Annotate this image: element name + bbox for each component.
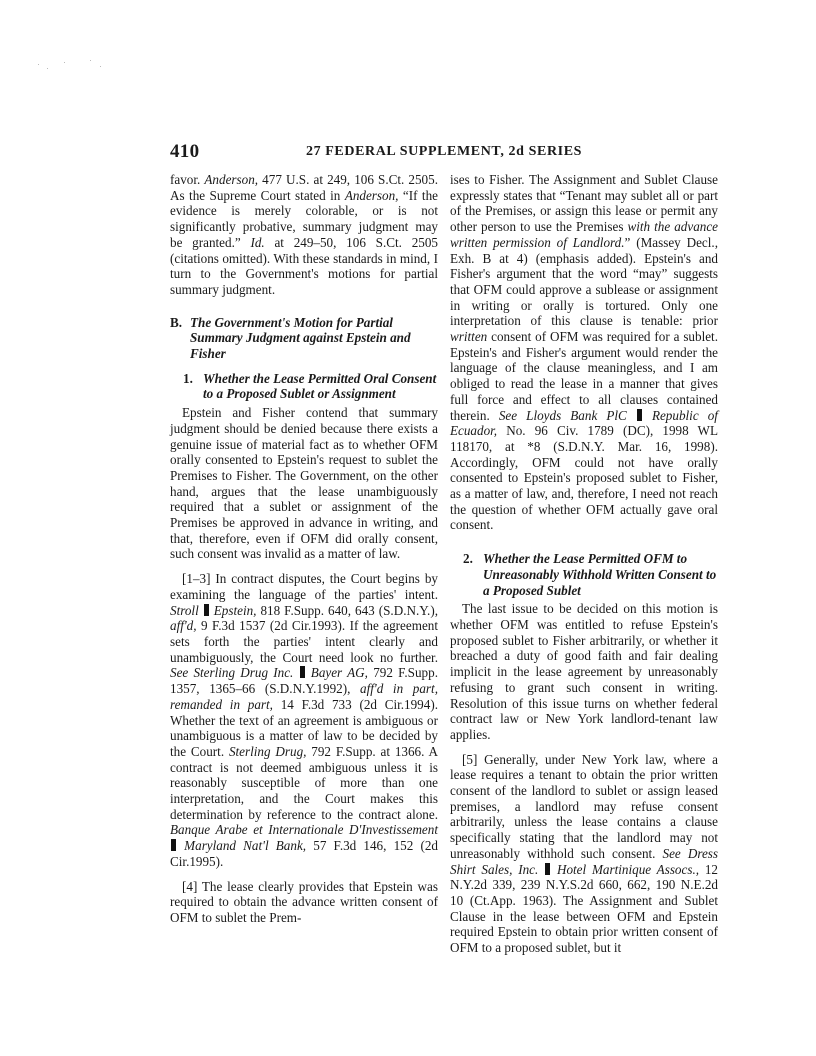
emphasized-text: written [450, 329, 488, 345]
emphasized-text: with the advance written permission of Landlord. [450, 219, 719, 250]
redaction-mark [204, 604, 209, 616]
headnote-number: [4] [182, 878, 198, 894]
page-number: 410 [170, 141, 200, 162]
case-citation: Anderson, [344, 187, 399, 203]
paragraph: ises to Fisher. The Assignment and Sublet Clause expressly states that “Tenant may sublet all or part of the Premises, or assign this lease or permit any other person to use the Premises with the advance written permission of Landlord.” (Massey Decl., Exh. B at 4) (emphasis added). Epstein's and Fisher's argument that the word “may” suggests that OFM could approve a sublease or assignment in writing or orally is tortured. Only one interpretation of this clause is tenable: prior written consent of OFM was required for a sublet. Epstein's and Fisher's argument would render the language of the clause meaningless, and I am obliged to read the lease in a manner that gives full force and effect to all clauses contained therein. See Lloyds Bank PlC Republic of Ecuador, No. 96 Civ. 1789 (DC), 1998 WL 118170, at *8 (S.D.N.Y. Mar. 16, 1998). Accordingly, OFM could not have orally consented to Epstein's proposed sublet to Fisher, as a matter of law, and, therefore, I need not reach the question of whether OFM actually gave oral consent. [450, 172, 719, 533]
paragraph: favor. Anderson, 477 U.S. at 249, 106 S.Ct. 2505. As the Supreme Court stated in Anderson, “If the evidence is merely colorable, or is not significantly probative, summary judgment may be granted.” Id. at 249–50, 106 S.Ct. 2505 (citations omitted). With these standards in mind, I turn to the Government's motions for partial summary judgment. [170, 172, 438, 297]
redaction-mark [545, 863, 550, 875]
paragraph: [5] Generally, under New York law, where a lease requires a tenant to obtain the prior written consent of the landlord to sublet or assign leased premises, a landlord may refuse consent arbitrarily, unless the lease contains a clause specifically stating that the landlord may not unreasonably withhold such consent. See Dress Shirt Sales, Inc. Hotel Martinique Assocs., 12 N.Y.2d 339, 239 N.Y.S.2d 660, 662, 190 N.E.2d 10 (Ct.App. 1963). The Assignment and Sublet Clause in the lease between OFM and Epstein required Epstein to obtain prior written consent of OFM to a proposed sublet, but it [450, 751, 718, 956]
case-citation: Maryland Nat'l Bank, [184, 838, 307, 854]
paragraph: The last issue to be decided on this motion is whether OFM was entitled to refuse Epstein's proposed sublet to Fisher arbitrarily, or whether it breached a duty of good faith and fair dealing implicit in the lease agreement by unreasonably refusing to grant such consent in writing. Resolution of this issue turns on whether federal contract law or New York landlord-tenant law applies. [450, 601, 718, 742]
case-citation: Id. [250, 234, 265, 250]
case-citation: aff'd in part, remanded in part, [170, 681, 438, 712]
scan-specks [38, 58, 118, 78]
case-citation: See Dress Shirt Sales, Inc. [450, 845, 718, 877]
case-citation: Bayer AG, [310, 665, 368, 681]
case-citation: aff'd, [170, 618, 197, 634]
case-citation: Sterling Drug, [228, 743, 307, 759]
case-citation: Epstein, [213, 602, 257, 618]
headnote-number: [5] [462, 751, 478, 767]
subsection-heading-2: 2. Whether the Lease Permitted OFM to Unreasonably Withhold Written Consent to a Proposed Sublet [463, 551, 717, 598]
case-citation: Hotel Martinique Assocs., [556, 861, 700, 877]
left-column [170, 172, 438, 926]
case-citation: Anderson, [204, 172, 259, 187]
redaction-mark [171, 839, 176, 851]
case-citation: See Sterling Drug Inc. [170, 665, 294, 681]
case-citation: See Lloyds Bank PlC [498, 407, 627, 423]
paragraph: [1–3] In contract disputes, the Court begins by examining the language of the parties' intent. Stroll Epstein, 818 F.Supp. 640, 643 (S.D.N.Y.), aff'd, 9 F.3d 1537 (2d Cir.1993). If the agreement sets forth the parties' intent clearly and unambiguously, the Court need look no further. See Sterling Drug Inc. Bayer AG, 792 F.Supp. 1357, 1365–66 (S.D.N.Y.1992), aff'd in part, remanded in part, 14 F.3d 733 (2d Cir.1994). Whether the text of an agreement is ambiguous or unambiguous is a matter of law to be decided by the Court. Sterling Drug, 792 F.Supp. at 1366. A contract is not deemed ambiguous unless it is reasonably susceptible of more than one interpretation, and the Court makes this determination by reference to the contract alone. Banque Arabe et Internationale D'Investissement Maryland Nat'l Bank, 57 F.3d 146, 152 (2d Cir.1995). [170, 571, 438, 869]
case-citation: Banque Arabe et Internationale D'Investissement [170, 822, 438, 838]
paragraph: [4] The lease clearly provides that Epstein was required to obtain the advance written consent of OFM to sublet the Prem- [170, 878, 438, 925]
paragraph: Epstein and Fisher contend that summary judgment should be denied because there exists a genuine issue of material fact as to whether OFM orally consented to Epstein's request to sublet the Premises to Fisher. The Government, on the other hand, argues that the lease unambiguously required that a sublet or assignment of the Premises be approved in advance in writing, and that, therefore, even if OFM did orally consent, such consent was invalid as a matter of law. [170, 405, 438, 562]
headnote-number: [1–3] [182, 571, 211, 587]
redaction-mark [300, 666, 305, 678]
section-heading-b: B. The Government's Motion for Partial Summary Judgment against Epstein and Fisher [170, 314, 411, 362]
page-header [170, 141, 718, 167]
redaction-mark [637, 409, 642, 421]
case-citation: Republic of Ecuador, [450, 407, 718, 439]
case-citation: Stroll [170, 602, 199, 618]
subsection-heading-1: 1. Whether the Lease Permitted Oral Consent to a Proposed Sublet or Assignment [183, 370, 437, 402]
running-title: 27 FEDERAL SUPPLEMENT, 2d SERIES [305, 144, 583, 159]
right-column [450, 172, 718, 956]
